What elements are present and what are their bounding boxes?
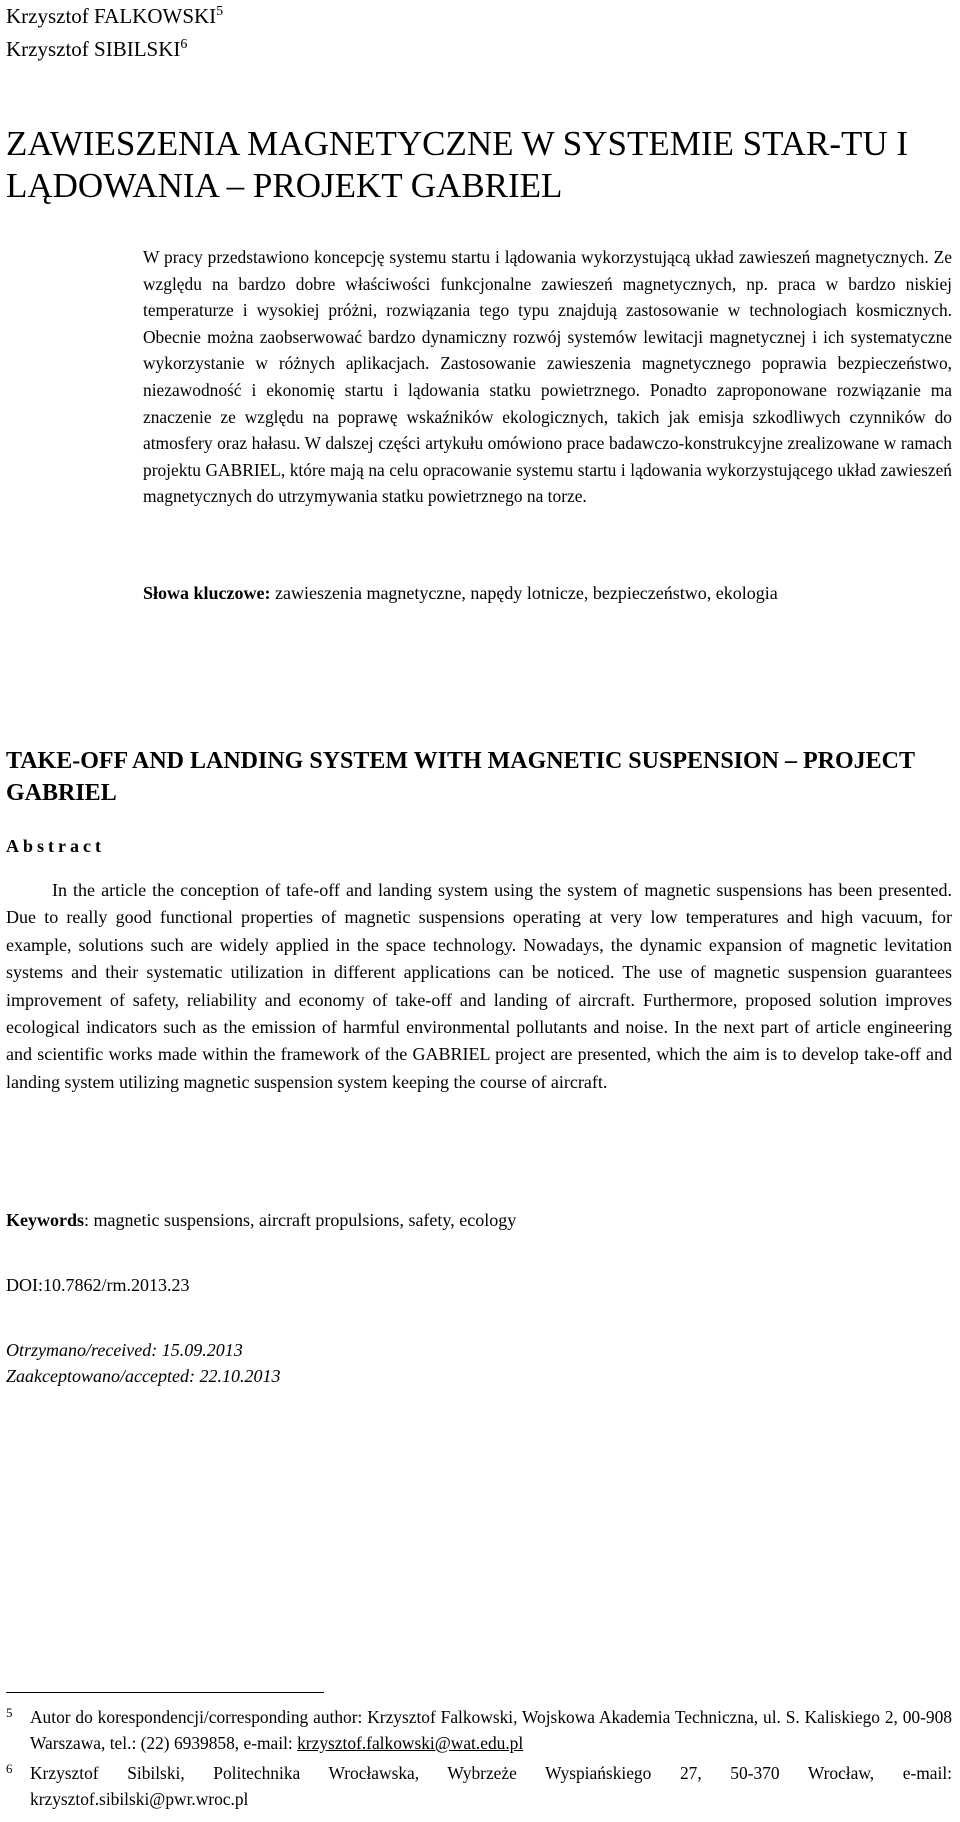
author-list xyxy=(6,0,223,66)
author-falkowski xyxy=(6,0,223,33)
footnotes xyxy=(6,1704,952,1816)
author-footnote-mark: 5 xyxy=(216,4,224,19)
keywords-polish-label: Słowa kluczowe: xyxy=(143,583,271,603)
submission-dates xyxy=(6,1337,280,1389)
doi: DOI:10.7862/rm.2013.23 xyxy=(6,1275,190,1295)
abstract-polish: W pracy przedstawiono koncepcję systemu startu i lądowania wykorzystującą układ zawieszeń magnetycznych. Ze względu na bardzo dobre właściwości funkcjonalne zawieszeń magnetycznych, np. praca w bardzo niskiej temperaturze i wysokiej próżni, rozwiązania tego typu znajdują zastosowanie w technologiach kosmicznych. Obecnie można zaobserwować bardzo dynamiczny rozwój systemów lewitacji magnetycznej i ich systematyczne wykorzystanie w różnych aplikacjach. Zastosowanie zawieszenia magnetycznego poprawia bezpieczeństwo, niezawodność i ekonomię startu i lądowania statku powietrznego. Ponadto zaproponowane rozwiązanie ma znaczenie ze względu na poprawę wskaźników ekologicznych, takich jak emisja szkodliwych czynników do atmosfery oraz hałasu. W dalszej części artykułu omówiono prace badawczo-konstrukcyjne zrealizowane w ramach projektu GABRIEL, które mają na celu opracowanie systemu startu i lądowania wykorzystującego układ zawieszeń magnetycznych do utrzymywania statku powietrznego na torze. xyxy=(143,247,952,507)
footnote-mark: 6 xyxy=(6,1761,13,1776)
keywords-english-text: : magnetic suspensions, aircraft propulsions, safety, ecology xyxy=(84,1210,517,1230)
abstract-english: In the article the conception of tafe-off and landing system using the system of magnetic suspensions has been presented. Due to really good functional properties of magnetic suspensions operating at very low temperatures and high vacuum, for example, solutions such are widely applied in the space technology. Nowadays, the dynamic expansion of magnetic levitation systems and their systematic utilization in different applications can be noticed. The use of magnetic suspension guarantees improvement of safety, reliability and economy of take-off and landing of aircraft. Furthermore, proposed solution improves ecological indicators such as the emission of harmful environmental pollutants and noise. In the next part of article engineering and scientific works made within the framework of the GABRIEL project are presented, which the aim is to develop take-off and landing system utilizing magnetic suspension system keeping the course of aircraft. xyxy=(6,880,952,1092)
title-english: TAKE-OFF AND LANDING SYSTEM WITH MAGNETIC SUSPENSION – PROJECT GABRIEL xyxy=(6,748,915,806)
author-name: Krzysztof FALKOWSKI xyxy=(6,4,217,28)
title-polish: ZAWIESZENIA MAGNETYCZNE W SYSTEMIE STAR-TU I LĄDOWANIA – PROJEKT GABRIEL xyxy=(6,124,909,205)
footnote-separator xyxy=(6,1692,324,1693)
footnote-text: Autor do korespondencji/corresponding author: Krzysztof Falkowski, Wojskowa Akademia Techniczna, ul. S. Kaliskiego 2, 00-908 Warszawa, tel.: (22) 6939858, e-mail: xyxy=(30,1707,952,1753)
keywords-english-label: Keywords xyxy=(6,1210,84,1230)
abstract-heading: Abstract xyxy=(6,836,105,856)
author-sibilski xyxy=(6,33,223,66)
footnote-email-link[interactable]: krzysztof.falkowski@wat.edu.pl xyxy=(297,1733,524,1753)
footnote-6 xyxy=(6,1760,952,1812)
keywords-polish xyxy=(143,580,952,606)
keywords-english xyxy=(6,1207,952,1233)
author-name: Krzysztof SIBILSKI xyxy=(6,37,181,61)
footnote-5 xyxy=(6,1704,952,1756)
accepted-date: Zaakceptowano/accepted: 22.10.2013 xyxy=(6,1366,281,1386)
footnote-text: Krzysztof Sibilski, Politechnika Wrocławska, Wybrzeże Wyspiańskiego 27, 50-370 Wrocław, e-mail: krzysztof.sibilski@pwr.wroc.pl xyxy=(30,1763,952,1809)
footnote-mark: 5 xyxy=(6,1705,13,1720)
received-date: Otrzymano/received: 15.09.2013 xyxy=(6,1340,243,1360)
author-footnote-mark: 6 xyxy=(180,37,188,52)
keywords-polish-text: zawieszenia magnetyczne, napędy lotnicze, bezpieczeństwo, ekologia xyxy=(270,583,778,603)
